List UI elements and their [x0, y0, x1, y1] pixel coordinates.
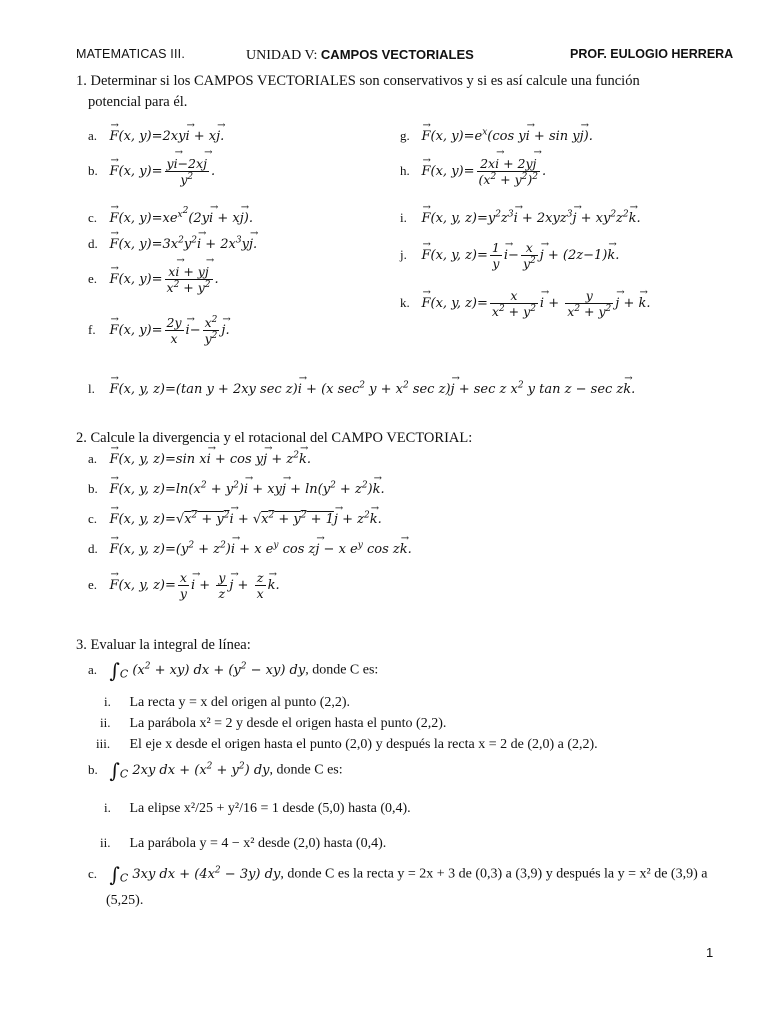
q1-item-c-expr: → F(x, $y)=xe^{x^2}(2y\to i + x\to j)$.	[110, 211, 253, 226]
q1-item-l-expr: → F(x, y, z)=(tan y + 2xy sec z)→ i + (x $\sec^2 y + x^2$ sec z)→ j + sec z $x^2$ y tan z − sec z→ k.	[110, 382, 636, 397]
q3-b-ii: ii. La parábola y = 4 − x² desde (2,0) hasta (0,4).	[100, 835, 387, 851]
q2-text: 2. Calcule la divergencia y el rotacional del CAMPO VECTORIAL:	[76, 430, 473, 446]
q2-item-e: e. → F(x, y, z)= $\frac{x}{y}$ → i + $\frac{y}{z}$ → j + $\frac{z}{x}$ → k.	[88, 570, 280, 601]
q1-item-f: f. → F(x, y)= $\frac{2y}{x}$ → i− $\frac{x^2}{y^2}$ → j.	[88, 315, 230, 346]
q2-item-c: c. → F(x, y, $z)=√x^2 + y^2\to i + √x^2 + y^2 + 1\to j + z^2\to k$.	[88, 511, 382, 529]
q1-item-l: l. → F(x, y, z)=(tan y + 2xy sec z)→ i + (x $\sec^2 y + x^2$ sec z)→ j + sec z $x^2$ y tan z − sec z→ k.	[88, 381, 635, 399]
q2-item-a-expr: → F(x, y, z)=sin $x\to i + \cos y\to j + z^2\to k$.	[110, 452, 311, 467]
q1-item-e: e. → F(x, y)= $\frac{x\to i + y\to j}{x^2 + y^2}$ .	[88, 264, 219, 295]
q3-text: 3. Evaluar la integral de línea:	[76, 637, 251, 653]
q1-item-h-expr: → F(x, y)= $\frac{2x\to i + 2y\to j}{(x^2 + y^2)^2}$ .	[422, 164, 547, 179]
q2-item-b: b. → F(x, y, $z)=\ln(x^2 + y^2)\to i + xy\to j + \ln(y^2 + z^2)\to k$.	[88, 481, 385, 499]
q3-item-a: a. $\int_C$ $(x^2 + xy)$ dx + $(y^2 - xy)$ dy, donde C es:	[88, 658, 379, 682]
q1-item-h: h. → F(x, y)= $\frac{2x\to i + 2y\to j}{(x^2 + y^2)^2}$ .	[400, 156, 546, 187]
q2-item-e-expr: → F(x, y, z)= $\frac{x}{y}$ → i + $\frac{y}{z}$ → j + $\frac{z}{x}$ → k.	[110, 578, 280, 593]
q1-item-j: j. → F(x, y, z)= $\frac{1}{y}$ → i− $\frac{x}{y^2}$ → j + (2z−1)→ k.	[400, 240, 619, 271]
q1-item-b: b. → F(x, y)= $\frac{y\to i-2x\to j}{y^2}$ .	[88, 156, 215, 187]
q1-item-g-expr: → F(x, $y)=e^x(\cos$ y→ i + sin y→ j).	[422, 129, 593, 144]
q2-item-b-expr: → F(x, y, $z)=\ln(x^2 + y^2)\to i + xy\to j + \ln(y^2 + z^2)\to k$.	[110, 482, 385, 497]
q1-item-d: d. → F(x, $y)=3x^2y^2\to i + 2x^3y\to j$.	[88, 236, 257, 254]
q1-text-line2: potencial para él.	[88, 94, 188, 110]
header-unit-prefix: UNIDAD V:	[246, 48, 318, 63]
page-number: 1	[706, 945, 714, 960]
q3-a-i: i. La recta y = x del origen al punto (2,2).	[104, 694, 351, 710]
q1-item-k: k. → F(x, y, z)= $\frac{x}{x^2 + y^2}$ → i + $\frac{y}{x^2 + y^2}$ → j + → k.	[400, 288, 651, 319]
q1-text: 1. Determinar si los CAMPOS VECTORIALES son conservativos y si es así calcule una función	[76, 73, 640, 89]
q2-item-a: a. → F(x, y, z)=sin $x\to i + \cos y\to j + z^2\to k$.	[88, 451, 311, 469]
header-unit	[246, 47, 474, 64]
q1-item-c: c. → F(x, $y)=xe^{x^2}(2y\to i + x\to j)$.	[88, 206, 253, 228]
q3-item-b: b. $\int_C$ 2xy dx + $(x^2 + y^2)$ dy, donde C es:	[88, 758, 343, 782]
q1-item-i-expr: → F(x, y, $z)=y^2z^3\to i + 2xyz^3\to j + xy^2z^2\to k$.	[422, 211, 641, 226]
q1-item-b-expr: → F(x, y)= $\frac{y\to i-2x\to j}{y^2}$ .	[110, 164, 216, 179]
q3-b-i-text: La elipse x²/25 + y²/16 = 1 desde (5,0) hasta (0,4).	[129, 801, 411, 816]
q1-item-k-expr: → F(x, y, z)= $\frac{x}{x^2 + y^2}$ → i + $\frac{y}{x^2 + y^2}$ → j + → k.	[422, 296, 651, 311]
q3-item-b-expr: $\int_C$ 2xy dx + $(x^2 + y^2)$ dy	[109, 758, 270, 782]
q3-b-ii-text: La parábola y = 4 − x² desde (2,0) hasta (0,4).	[129, 836, 387, 851]
q1-item-f-expr: → F(x, y)= $\frac{2y}{x}$ → i− $\frac{x^2}{y^2}$ → j.	[110, 323, 230, 338]
q3-a-ii-text: La parábola x² = 2 y desde el origen hasta el punto (2,2).	[129, 716, 447, 731]
q1-item-g: g. → F(x, $y)=e^x(\cos$ y→ i + sin y→ j).	[400, 128, 593, 146]
q3-item-c: c. $\int_C$ 3xy dx + $(4x^2 - 3y)$ dy, donde C es la recta y = 2x + 3 de (0,3) a (3,9) y después la y = x² de (3,9) a	[88, 862, 708, 886]
q2-item-c-expr: → F(x, y, $z)=√x^2 + y^2\to i + √x^2 + y^2 + 1\to j + z^2\to k$.	[110, 512, 382, 527]
q1-item-a: a. → F(x, y)=2xy→ i + x→ j.	[88, 128, 224, 146]
q1-item-d-expr: → F(x, $y)=3x^2y^2\to i + 2x^3y\to j$.	[110, 237, 258, 252]
header-professor: PROF. EULOGIO HERRERA	[570, 47, 734, 61]
q3-a-iii-text: El eje x desde el origen hasta el punto (2,0) y después la recta x = 2 de (2,0) a (2,2).	[129, 737, 598, 752]
q2-item-d-expr: → F(x, y, $z)=(y^2 + z^2)\to i + x$ $e^y$ cos z→ j − x $e^y$ cos z→ k.	[110, 542, 412, 557]
q3-a-ii: ii. La parábola x² = 2 y desde el origen hasta el punto (2,2).	[100, 715, 447, 731]
q1-item-a-expr: → F(x, y)=2xy→ i + x→ j.	[110, 129, 225, 144]
q3-a-i-text: La recta y = x del origen al punto (2,2).	[129, 695, 351, 710]
q1-item-i: i. → F(x, y, $z)=y^2z^3\to i + 2xyz^3\to j + xy^2z^2\to k$.	[400, 210, 641, 228]
header-unit-title: CAMPOS VECTORIALES	[320, 47, 474, 62]
q1-item-e-expr: → F(x, y)= $\frac{x\to i + y\to j}{x^2 + y^2}$ .	[110, 272, 219, 287]
q3-b-i: i. La elipse x²/25 + y²/16 = 1 desde (5,0) hasta (0,4).	[104, 800, 411, 816]
header-course: MATEMATICAS III.	[76, 47, 185, 61]
q3-item-a-expr: $\int_C$ $(x^2 + xy)$ dx + $(y^2 - xy)$ dy	[109, 658, 306, 682]
q3-item-c-tail: (5,25).	[106, 893, 144, 908]
q3-item-c-expr: $\int_C$ 3xy dx + $(4x^2 - 3y)$ dy	[109, 862, 281, 886]
q2-item-d: d. → F(x, y, $z)=(y^2 + z^2)\to i + x$ $e^y$ cos z→ j − x $e^y$ cos z→ k.	[88, 541, 412, 559]
q3-a-iii: iii. El eje x desde el origen hasta el punto (2,0) y después la recta x = 2 de (2,0) a (2,2).	[96, 736, 598, 752]
q1-item-j-expr: → F(x, y, z)= $\frac{1}{y}$ → i− $\frac{x}{y^2}$ → j + (2z−1)→ k.	[422, 248, 620, 263]
